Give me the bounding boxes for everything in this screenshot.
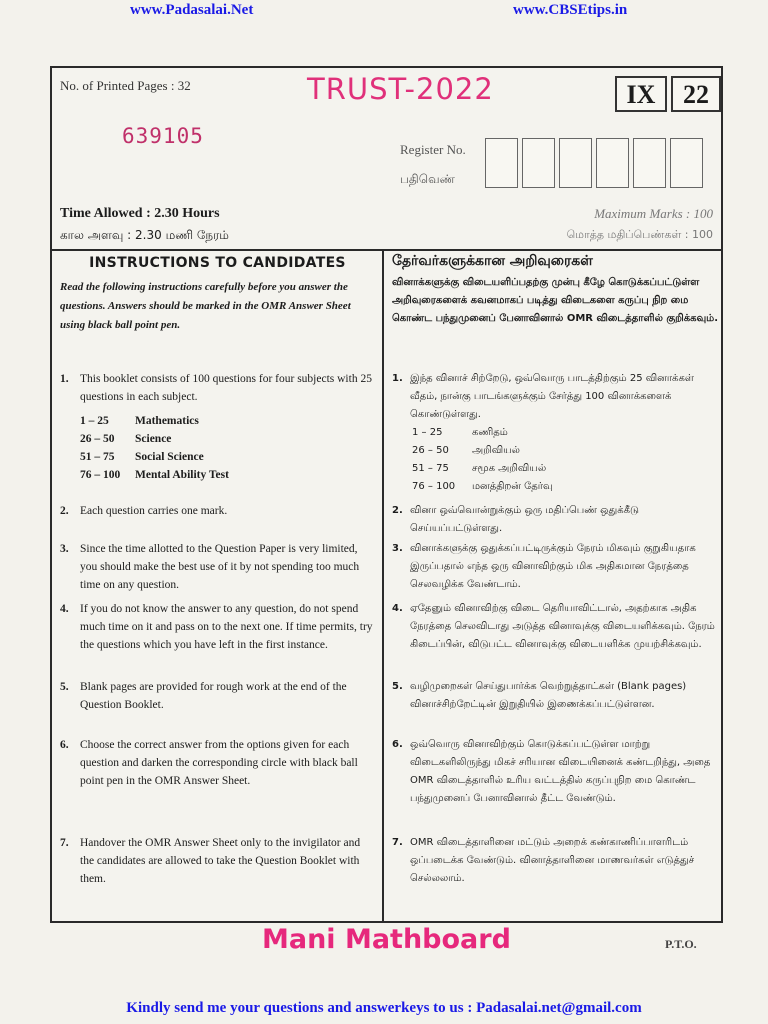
- pto-label: P.T.O.: [665, 937, 697, 951]
- item-text: Each question carries one mark.: [80, 505, 228, 517]
- register-digit-box[interactable]: [559, 138, 592, 188]
- subject-row: [80, 430, 375, 448]
- register-label-en: Register No.: [400, 142, 466, 157]
- subject-list: [412, 424, 718, 496]
- instruction-item: [392, 600, 718, 654]
- instruction-item: [60, 736, 375, 790]
- instruction-item: [60, 370, 375, 484]
- instruction-item: [392, 502, 718, 538]
- item-number: 6.: [60, 739, 69, 751]
- time-allowed-ta: கால அளவு : 2.30 மணி நேரம்: [60, 228, 229, 242]
- instruction-item: [392, 834, 718, 888]
- table-top-rule: [52, 249, 721, 251]
- item-text: இந்த வினாச் சிற்றேடு, ஒவ்வொரு பாடத்திற்கும் 25 வினாக்கள் வீதம், நான்கு பாடங்களுக்கும் சேர்த்து 100 வினாக்களைக் கொண்டுள்ளது.: [410, 373, 694, 420]
- subject-list: [80, 412, 375, 484]
- column-divider: [382, 249, 384, 921]
- handwritten-signature: Mani Mathboard: [262, 924, 511, 955]
- subject-name: Mental Ability Test: [135, 469, 229, 481]
- item-number: 3.: [392, 543, 403, 554]
- subject-range: 51 – 75: [412, 463, 449, 474]
- intro-ta: வினாக்களுக்கு விடையளிப்பதற்கு முன்பு கீழே கொடுக்கப்பட்டுள்ள அறிவுரைகளைக் கவனமாகப் படித்து விடைகளை கருப்பு நிற மை கொண்ட பந்துமுனைப் பேனாவினால் OMR விடைத்தாளில் குறிக்கவும்.: [392, 277, 718, 324]
- subject-name: மனத்திறன் தேர்வு: [472, 481, 553, 492]
- class-code-box: IX: [615, 76, 667, 112]
- maximum-marks-ta: மொத்த மதிப்பெண்கள் : 100: [566, 228, 713, 241]
- item-text: OMR விடைத்தாளினை மட்டும் அறைக் கண்காணிப்பாளரிடம் ஒப்படைக்க வேண்டும். வினாத்தாளினை மாணவர்கள் எடுத்துச் செல்லலாம்.: [410, 837, 695, 884]
- intro-en: Read the following instructions carefully before you answer the questions. Answers should be marked in the OMR Answer Sheet using black ball point pen.: [60, 281, 351, 331]
- item-number: 6.: [392, 739, 403, 750]
- register-number-boxes[interactable]: [485, 138, 707, 188]
- item-text: This booklet consists of 100 questions for four subjects with 25 questions in each subject.: [80, 373, 372, 403]
- instruction-item: [392, 736, 718, 808]
- register-digit-box[interactable]: [670, 138, 703, 188]
- heading-en: INSTRUCTIONS TO CANDIDATES: [89, 255, 346, 271]
- subject-range: 26 – 50: [80, 433, 115, 445]
- item-number: 4.: [392, 603, 403, 614]
- cbsetips-link[interactable]: www.CBSEtips.in: [513, 2, 628, 18]
- subject-row: [80, 466, 375, 484]
- subject-row: [412, 460, 718, 478]
- heading-ta: தேர்வர்களுக்கான அறிவுரைகள்: [392, 253, 593, 269]
- item-text: Choose the correct answer from the options given for each question and darken the corresponding circle with black ball point pen in the OMR Answer Sheet.: [80, 739, 358, 787]
- exam-tag-handwritten: TRUST-2022: [307, 72, 494, 106]
- year-code-box: 22: [671, 76, 721, 112]
- item-number: 4.: [60, 603, 69, 615]
- instruction-item: [392, 540, 718, 594]
- item-number: 1.: [60, 373, 69, 385]
- instruction-item: [392, 370, 718, 496]
- instructions-tamil: [392, 252, 718, 884]
- question-booklet-cover: [50, 66, 723, 923]
- instruction-item: [60, 834, 375, 888]
- item-number: 2.: [60, 505, 69, 517]
- item-number: 3.: [60, 543, 69, 555]
- subject-row: [412, 424, 718, 442]
- instruction-item: [392, 678, 718, 714]
- instruction-item: [60, 502, 375, 520]
- subject-name: கணிதம்: [472, 427, 508, 438]
- item-text: Blank pages are provided for rough work at the end of the Question Booklet.: [80, 681, 347, 711]
- subject-row: [80, 448, 375, 466]
- item-text: ஒவ்வொரு வினாவிற்கும் கொடுக்கப்பட்டுள்ள மாற்று விடைகளிலிருந்து மிகச் சரியான விடையினைக் கண்டறிந்து, அதை OMR விடைத்தாளில் உரிய வட்டத்தில் கருப்புநிற மை கொண்ட பந்துமுனைப் பேனாவினால் தீட்ட வேண்டும்.: [410, 739, 711, 804]
- footer-contact-line[interactable]: Kindly send me your questions and answerkeys to us : Padasalai.net@gmail.com: [126, 1000, 642, 1016]
- subject-range: 26 – 50: [412, 445, 449, 456]
- subject-name: Social Science: [135, 451, 204, 463]
- register-digit-box[interactable]: [522, 138, 555, 188]
- subject-name: Science: [135, 433, 172, 445]
- item-number: 5.: [60, 681, 69, 693]
- register-digit-box[interactable]: [485, 138, 518, 188]
- item-text: வினா ஒவ்வொன்றுக்கும் ஒரு மதிப்பெண் ஒதுக்கீடு செய்யப்பட்டுள்ளது.: [410, 505, 639, 534]
- item-text: Handover the OMR Answer Sheet only to the invigilator and the candidates are allowed to take the Question Booklet with them.: [80, 837, 361, 885]
- item-number: 7.: [392, 837, 403, 848]
- subject-name: Mathematics: [135, 415, 199, 427]
- item-number: 1.: [392, 373, 403, 384]
- instructions-english: [60, 254, 375, 885]
- subject-row: [80, 412, 375, 430]
- item-text: Since the time allotted to the Question Paper is very limited, you should make the best use of it by not spending too much time on any question.: [80, 543, 360, 591]
- item-text: ஏதேனும் வினாவிற்கு விடை தெரியாவிட்டால், அதற்காக அதிக நேரத்தை செலவிடாது அடுத்த வினாவுக்கு விடையளிக்கவும். நேரம் கிடைப்பின், விடுபட்ட வினாவுக்கு விடையளிக்க முயற்சிக்கவும்.: [410, 603, 715, 650]
- instruction-item: [60, 540, 375, 594]
- printed-pages: No. of Printed Pages : 32: [60, 78, 191, 93]
- item-text: If you do not know the answer to any question, do not spend much time on it and pass on to the next one. If time permits, try the questions which you have left in the first instance.: [80, 603, 373, 651]
- item-number: 7.: [60, 837, 69, 849]
- subject-range: 1 – 25: [412, 427, 443, 438]
- padasalai-link[interactable]: www.Padasalai.Net: [130, 2, 254, 18]
- item-text: வழிமுறைகள் செய்துபார்க்க வெற்றுத்தாட்கள் (Blank pages) வினாச்சிற்றேட்டின் இறுதியில் இணைக்கப்பட்டுள்ளன.: [410, 681, 687, 710]
- serial-number: 639105: [122, 124, 204, 148]
- subject-range: 51 – 75: [80, 451, 115, 463]
- subject-range: 76 – 100: [80, 469, 121, 481]
- maximum-marks-en: Maximum Marks : 100: [594, 206, 713, 221]
- time-allowed-en: Time Allowed : 2.30 Hours: [60, 206, 220, 221]
- register-digit-box[interactable]: [596, 138, 629, 188]
- subject-name: சமூக அறிவியல்: [472, 463, 547, 474]
- subject-range: 1 – 25: [80, 415, 109, 427]
- item-number: 2.: [392, 505, 403, 516]
- subject-range: 76 – 100: [412, 481, 456, 492]
- register-label-ta: பதிவெண்: [400, 172, 455, 186]
- item-number: 5.: [392, 681, 403, 692]
- subject-name: அறிவியல்: [472, 445, 520, 456]
- register-digit-box[interactable]: [633, 138, 666, 188]
- instruction-item: [60, 600, 375, 654]
- subject-row: [412, 442, 718, 460]
- subject-row: [412, 478, 718, 496]
- instruction-item: [60, 678, 375, 714]
- item-text: வினாக்களுக்கு ஒதுக்கப்பட்டிருக்கும் நேரம் மிகவும் குறுகியதாக இருப்பதால் எந்த ஒரு வினாவிற்கும் மிக அதிகமான நேரத்தை செலவழிக்க வேண்டாம்.: [410, 543, 696, 590]
